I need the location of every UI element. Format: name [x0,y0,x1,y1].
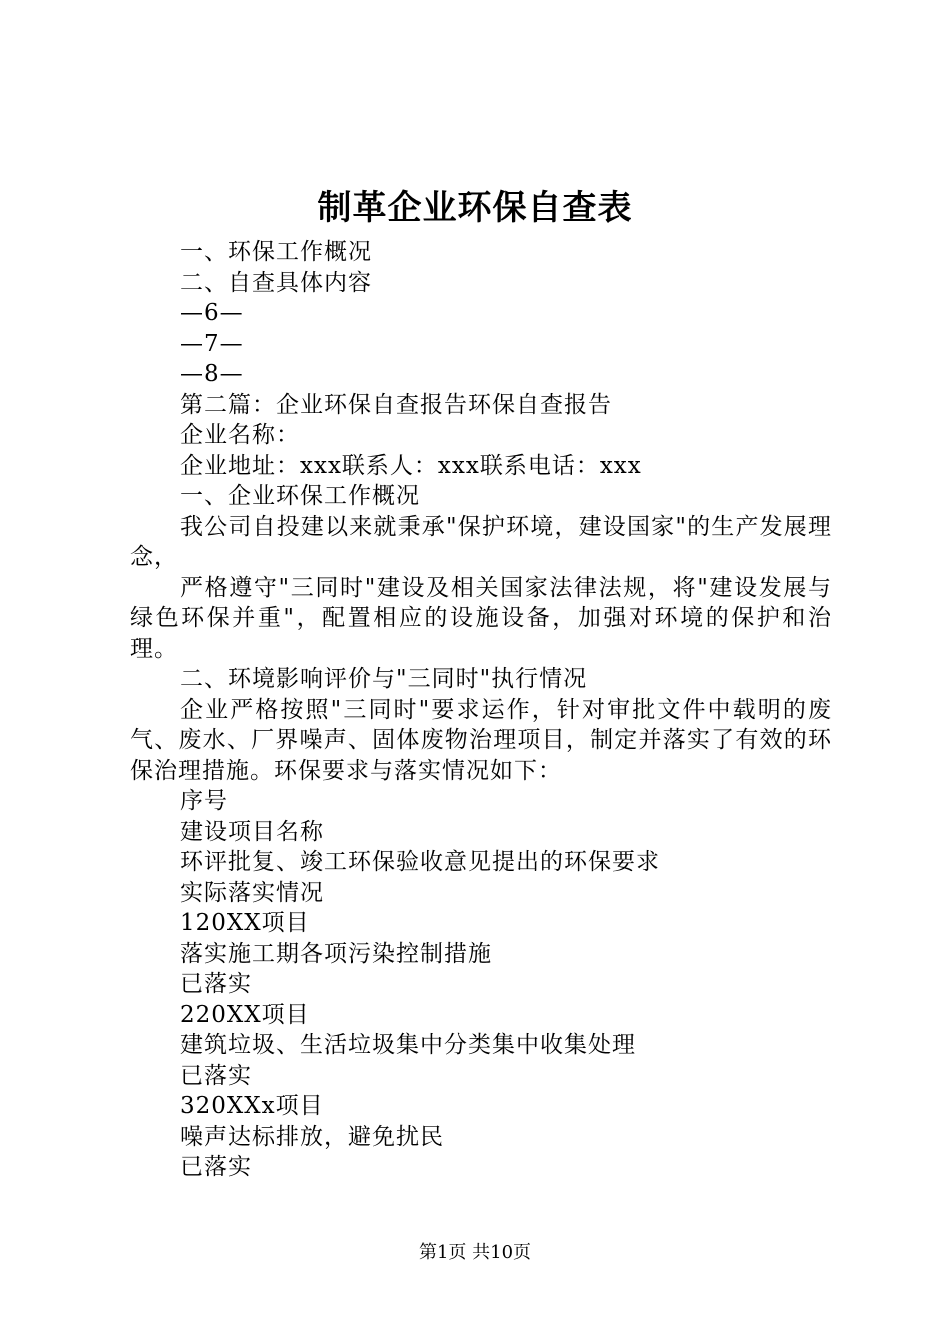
document-title: 制革企业环保自查表 [317,188,633,228]
table-cell-status-3: 已落实 [180,1154,252,1180]
table-cell-project-1: 120XX项目 [180,910,310,936]
table-cell-requirement-2: 建筑垃圾、生活垃圾集中分类集中收集处理 [180,1032,636,1058]
table-cell-project-2: 220XX项目 [180,1001,310,1028]
chapter-heading: 第二篇：企业环保自查报告环保自查报告 [180,391,612,418]
page-marker-6: —6— [180,300,244,326]
table-cell-status-2: 已落实 [180,1062,252,1089]
page-marker-7: —7— [180,330,244,357]
table-cell-requirement-3: 噪声达标排放，避免扰民 [180,1123,444,1150]
table-cell-status-1: 已落实 [180,971,252,997]
document-body [130,237,832,1183]
section-heading-env-work: 一、企业环保工作概况 [180,483,420,509]
body-paragraph-compliance: 严格遵守"三同时"建设及相关国家法律法规，将"建设发展与绿色环保并重"，配置相应的设施设备，加强对环境的保护和治理。 [130,574,832,662]
body-paragraph-philosophy: 我公司自投建以来就秉承"保护环境，建设国家"的生产发展理念， [130,513,832,570]
section-heading-eia: 二、环境影响评价与"三同时"执行情况 [180,666,588,692]
table-header-requirement: 环评批复、竣工环保验收意见提出的环保要求 [180,849,660,875]
table-header-project: 建设项目名称 [180,818,324,845]
section-heading-content: 二、自查具体内容 [180,269,372,296]
table-header-status: 实际落实情况 [180,879,324,906]
table-cell-requirement-1: 落实施工期各项污染控制措施 [180,940,492,967]
page-number-footer: 第1页 共10页 [418,1242,532,1263]
table-cell-project-3: 320XXx项目 [180,1093,324,1119]
body-paragraph-implementation: 企业严格按照"三同时"要求运作，针对审批文件中载明的废气、废水、厂界噪声、固体废物治理项目，制定并落实了有效的环保治理措施。环保要求与落实情况如下： [130,696,832,784]
section-heading-overview: 一、环保工作概况 [180,239,372,265]
company-name-line: 企业名称： [180,422,300,448]
company-address-line: 企业地址：xxx联系人：xxx联系电话：xxx [180,452,642,479]
table-header-index: 序号 [180,788,228,814]
page-marker-8: —8— [180,361,244,387]
